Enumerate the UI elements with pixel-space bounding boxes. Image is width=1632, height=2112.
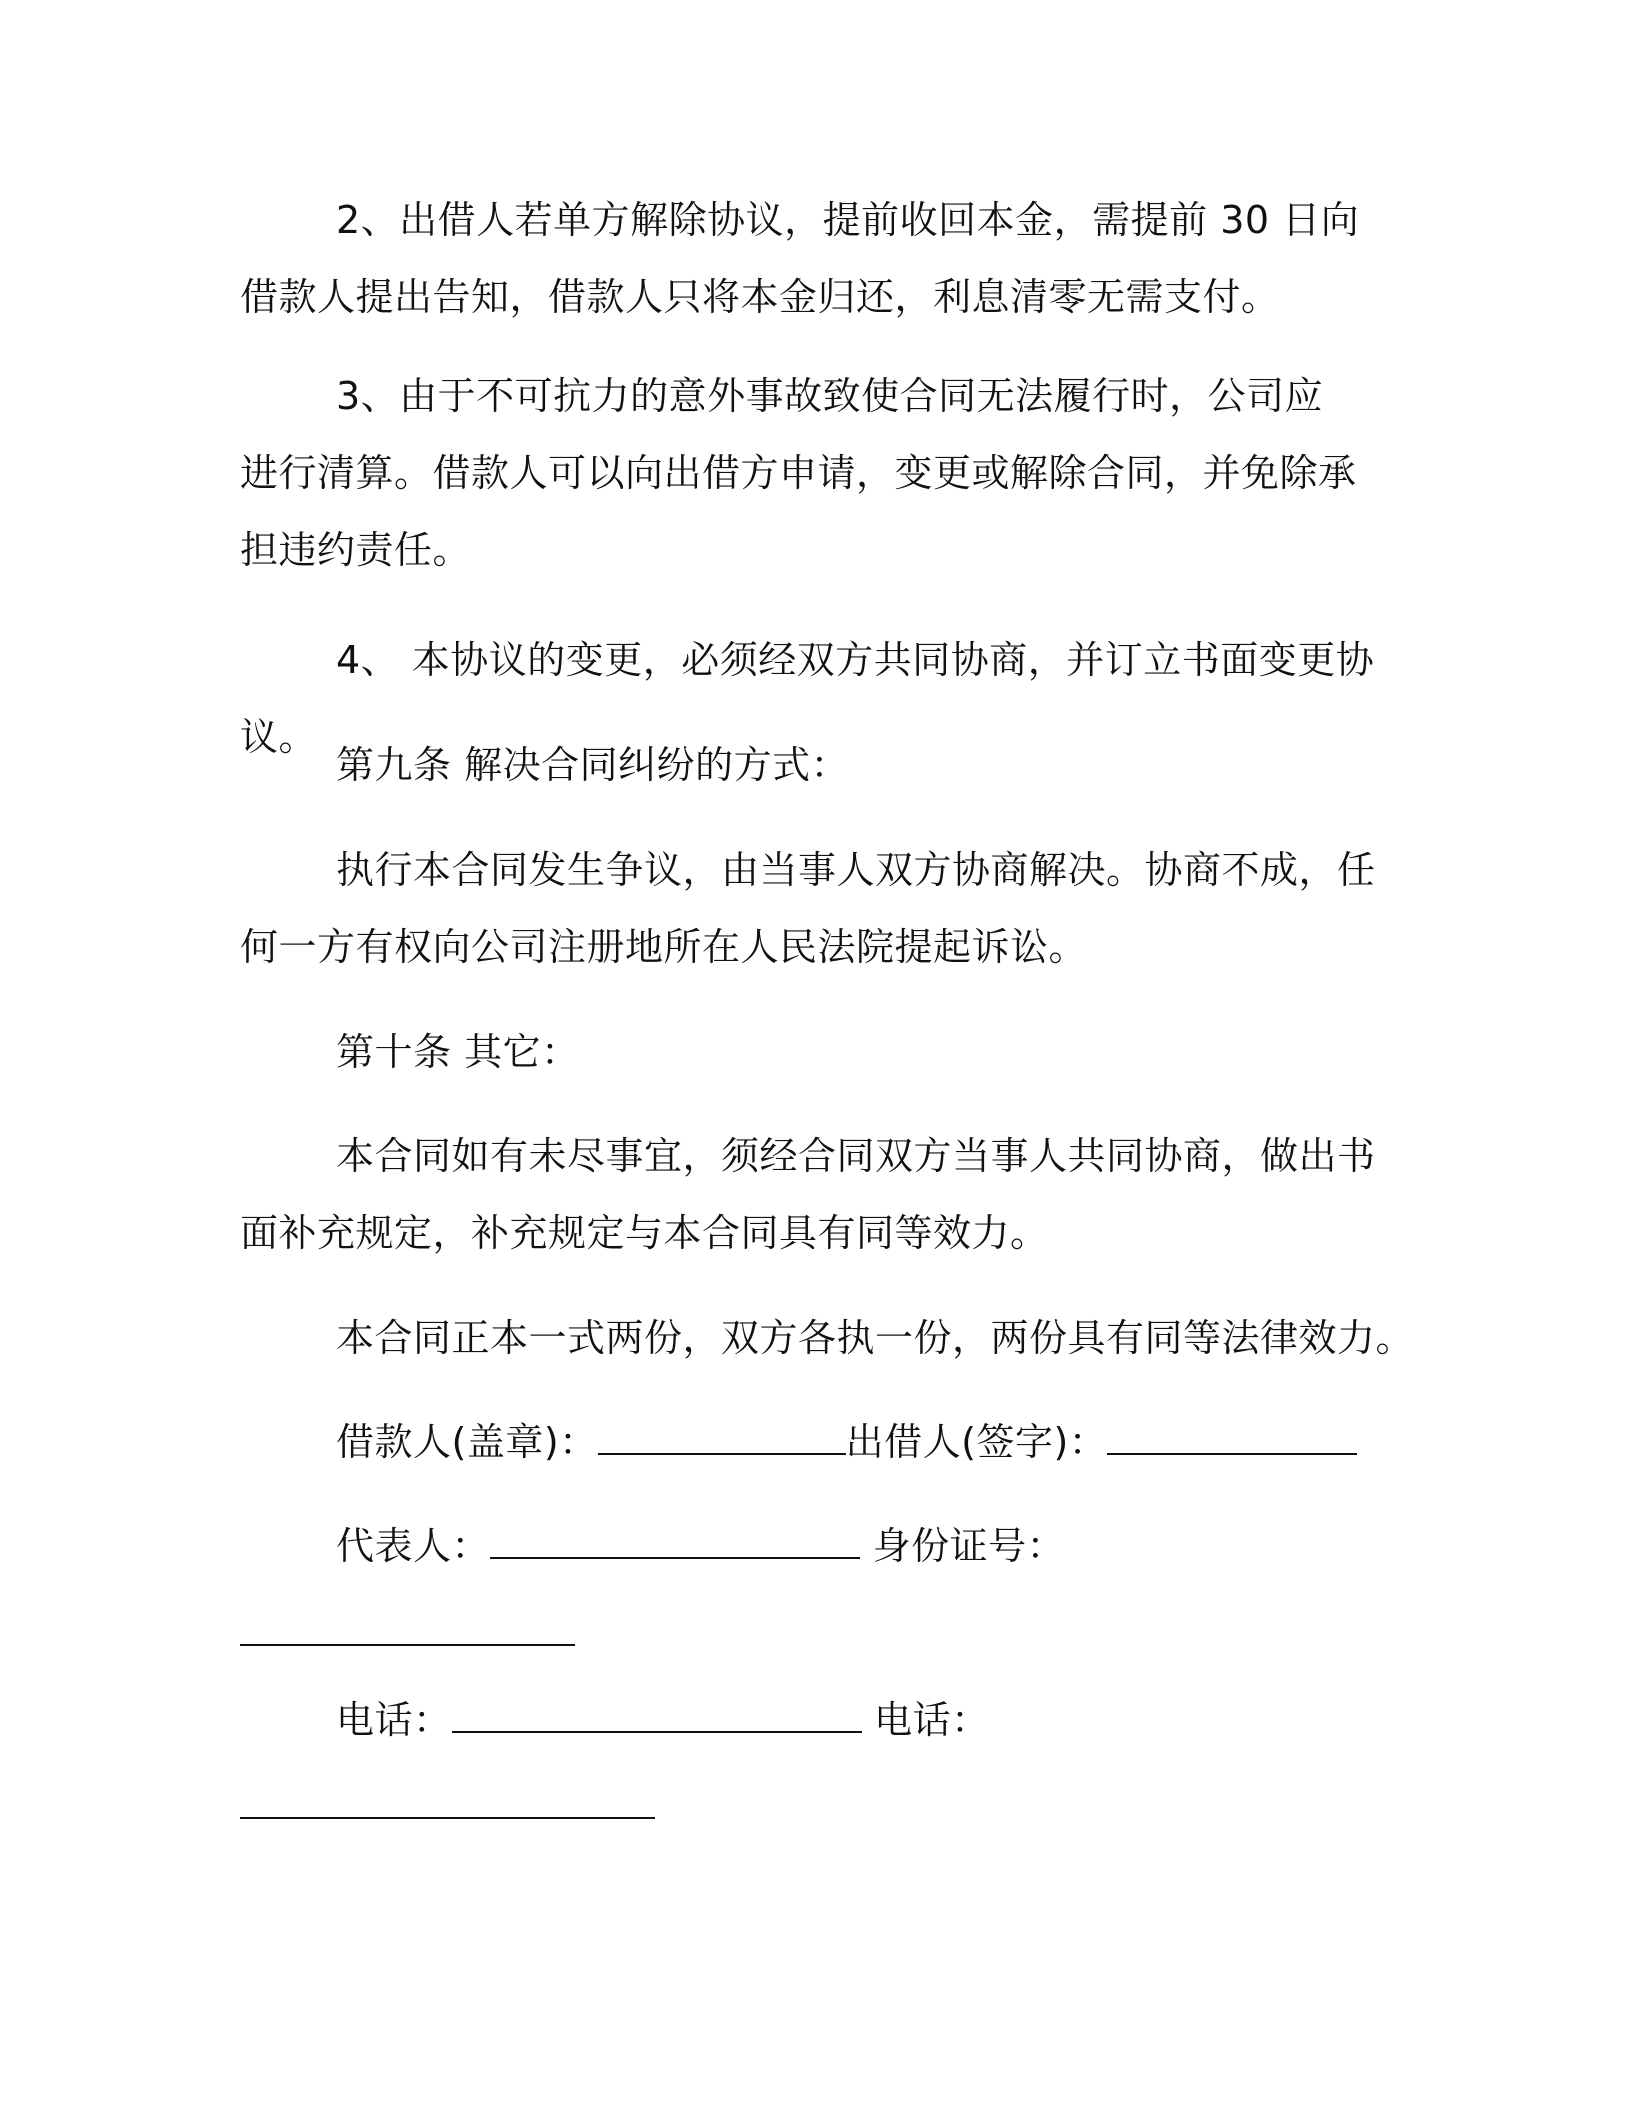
borrower-label: 借款人(盖章)：	[336, 1420, 598, 1464]
signature-line-3	[240, 1595, 575, 1672]
id-number-blank[interactable]	[240, 1610, 575, 1646]
borrower-blank[interactable]	[598, 1419, 846, 1455]
representative-blank[interactable]	[490, 1523, 860, 1559]
signature-line-5	[240, 1768, 655, 1845]
article-10-title: 第十条 其它：	[336, 1030, 580, 1074]
signature-line-4	[240, 1682, 990, 1759]
phone-blank-1[interactable]	[452, 1697, 862, 1733]
article-9-title: 第九条 解决合同纠纷的方式：	[336, 743, 850, 787]
phone-label-1: 电话：	[336, 1698, 452, 1742]
clause-2: 2、出借人若单方解除协议，提前收回本金，需提前 30 日向借款人提出告知，借款人只将本金归还，利息清零无需支付。	[240, 198, 1360, 319]
article-10-body-1: 本合同如有未尽事宜，须经合同双方当事人共同协商，做出书面补充规定，补充规定与本合同具有同等效力。	[240, 1134, 1376, 1255]
clause-4: 4、 本协议的变更，必须经双方共同协商，并订立书面变更协议。	[240, 638, 1375, 759]
document-page	[240, 0, 1415, 2112]
article-10-body-2: 本合同正本一式两份，双方各执一份，两份具有同等法律效力。	[336, 1316, 1415, 1360]
lender-label: 出借人(签字)：	[845, 1420, 1108, 1464]
signature-line-1	[240, 1404, 1357, 1481]
phone-label-2: 电话：	[874, 1698, 990, 1742]
representative-label: 代表人：	[336, 1524, 491, 1568]
clause-3: 3、由于不可抗力的意外事故致使合同无法履行时，公司应进行清算。借款人可以向出借方申请，变更或解除合同，并免除承担违约责任。	[240, 374, 1357, 572]
phone-blank-2[interactable]	[240, 1783, 655, 1819]
id-number-label: 身份证号：	[872, 1524, 1066, 1568]
signature-line-2	[240, 1508, 1065, 1585]
article-9-body: 执行本合同发生争议，由当事人双方协商解决。协商不成，任何一方有权向公司注册地所在人民法院提起诉讼。	[240, 848, 1376, 969]
lender-blank[interactable]	[1107, 1419, 1357, 1455]
